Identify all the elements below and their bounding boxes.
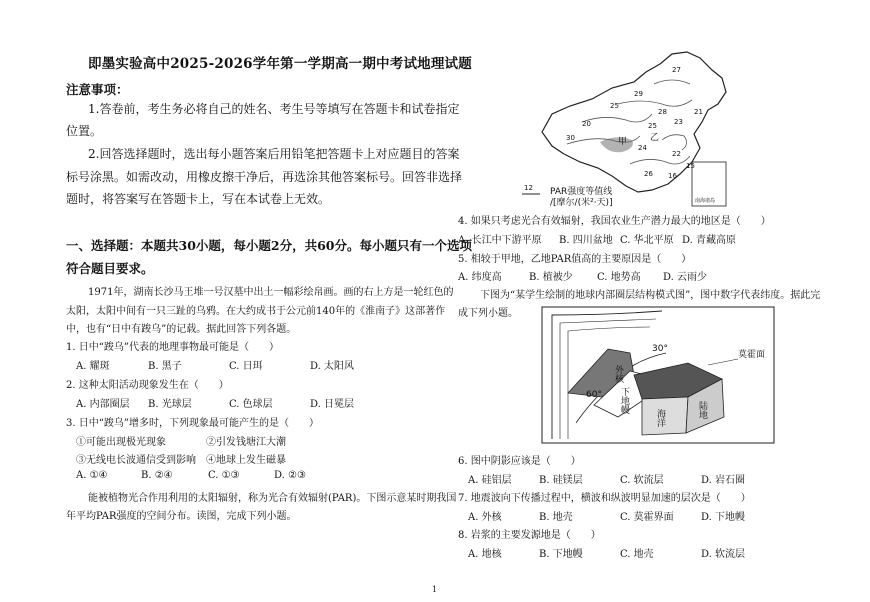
q3-option-a: A. ①④ bbox=[76, 470, 108, 481]
q1-option-b: B. 黑子 bbox=[148, 361, 182, 372]
map-label: 23 bbox=[674, 118, 683, 126]
map-label: 29 bbox=[634, 90, 643, 98]
q2-option-a: A. 内部圈层 bbox=[76, 399, 130, 410]
isoline bbox=[618, 100, 692, 106]
label-moho: 莫霍面 bbox=[738, 350, 766, 360]
passage3-line2: 成下列小题。 bbox=[458, 308, 518, 319]
q6-stem: 6. 图中阴影应该是（ ） bbox=[458, 456, 581, 467]
isoline bbox=[662, 135, 687, 150]
q3-option-c: C. ①③ bbox=[208, 470, 240, 481]
q6-option-c: C. 软流层 bbox=[620, 475, 664, 486]
legend-value: 12 bbox=[524, 184, 533, 192]
moho-pointer bbox=[708, 359, 738, 365]
q6-option-d: D. 岩石圈 bbox=[701, 475, 746, 486]
q7-option-a: A. 外核 bbox=[468, 512, 502, 523]
q4-option-a: A. 长江中下游平原 bbox=[458, 235, 542, 246]
q3-statement-3: ③无线电长波通信受到影响 bbox=[76, 455, 196, 466]
passage3-line1: 下图为“某学生绘制的地球内部圈层结构模式图”，图中数字代表纬度。据此完 bbox=[480, 290, 821, 301]
map-label: 28 bbox=[658, 108, 667, 116]
map-legend bbox=[550, 187, 613, 209]
map-label: 20 bbox=[582, 120, 591, 128]
earth-structure-diagram bbox=[538, 305, 778, 445]
q3-statement-2: ②引发钱塘江大潮 bbox=[206, 437, 286, 448]
shaded-area bbox=[600, 137, 633, 152]
q5-option-a: A. 纬度高 bbox=[458, 272, 502, 283]
q4-stem: 4. 如果只考虑光合有效辐射，我国农业生产潜力最大的地区是（ ） bbox=[458, 216, 771, 227]
section1-heading: 一、选择题：本题共30小题，每小题2分，共60分。每小题只有一个选项 bbox=[66, 238, 472, 253]
q3-stem: 3. 日中“踆乌”增多时，下列现象最可能产生的是（ ） bbox=[66, 418, 319, 429]
q1-option-c: C. 日珥 bbox=[229, 361, 263, 372]
map-label: 25 bbox=[610, 102, 619, 110]
q2-option-b: B. 光球层 bbox=[148, 399, 192, 410]
label-lower-mantle: 下地幔 bbox=[619, 387, 629, 414]
map-label: 26 bbox=[644, 170, 653, 178]
q8-option-b: B. 下地幔 bbox=[539, 549, 583, 560]
label-land: 陆地 bbox=[697, 401, 707, 419]
page-title: 即墨实验高中2025-2026学年第一学期高一期中考试地理试题 bbox=[88, 56, 472, 72]
label-ocean: 海洋 bbox=[655, 409, 665, 427]
map-label: 15 bbox=[686, 162, 695, 170]
q3-option-b: B. ②④ bbox=[141, 470, 173, 481]
q4-option-d: D. 青藏高原 bbox=[682, 235, 737, 246]
ocean-crust-block bbox=[642, 397, 688, 435]
map-point-jia: 甲 bbox=[618, 137, 628, 147]
par-map bbox=[522, 44, 742, 209]
notice-item2-line3: 题时，将答案写在答题卡上，写在本试卷上无效。 bbox=[66, 192, 331, 206]
passage1-line2: 太阳，太阳中间有一只三趾的乌鸦。在大约成书于公元前140年的《淮南子》这部著作 bbox=[66, 306, 446, 317]
map-label: 16 bbox=[668, 172, 677, 180]
inset-label: 南海诸岛 bbox=[695, 198, 716, 204]
q5-option-d: D. 云雨少 bbox=[663, 272, 708, 283]
map-label: 24 bbox=[638, 144, 647, 152]
q4-option-b: B. 四川盆地 bbox=[559, 235, 613, 246]
q6-option-a: A. 硅铝层 bbox=[468, 475, 512, 486]
isoline bbox=[654, 80, 690, 84]
passage2-line1: 能被植物光合作用利用的太阳辐射，称为光合有效辐射(PAR)。下图示意某时期我国 bbox=[88, 493, 457, 504]
q2-option-c: C. 色球层 bbox=[229, 399, 273, 410]
section1-heading-cont: 符合题目要求。 bbox=[66, 261, 154, 276]
label-30-degree: 30° bbox=[652, 344, 668, 354]
label-60-degree: 60° bbox=[586, 390, 602, 400]
q1-option-a: A. 耀斑 bbox=[76, 361, 110, 372]
q7-option-d: D. 下地幔 bbox=[701, 512, 746, 523]
q5-option-b: B. 植被少 bbox=[529, 272, 573, 283]
q4-option-c: C. 华北平原 bbox=[620, 235, 674, 246]
notice-item1-line1: 1.答卷前，考生务必将自己的姓名、考生号等填写在答题卡和试卷指定 bbox=[88, 102, 460, 116]
map-label: 30 bbox=[566, 134, 575, 142]
legend-line2: /[摩尔/(米²·天)] bbox=[550, 198, 613, 208]
map-point-yi: 乙 bbox=[650, 133, 660, 143]
passage1-line3: 中，也有“日中有踆乌”的记载。据此回答下列各题。 bbox=[66, 324, 297, 335]
q2-option-d: D. 日冕层 bbox=[310, 399, 355, 410]
notice-item2-line1: 2.回答选择题时，选出每小题答案后用铅笔把答题卡上对应题目的答案 bbox=[88, 147, 460, 161]
q7-option-c: C. 莫霍界面 bbox=[620, 512, 674, 523]
q8-stem: 8. 岩浆的主要发源地是（ ） bbox=[458, 530, 601, 541]
q1-option-d: D. 太阳风 bbox=[310, 361, 355, 372]
q5-option-c: C. 地势高 bbox=[597, 272, 641, 283]
legend-line1: PAR强度等值线 bbox=[550, 187, 613, 197]
q5-stem: 5. 相较于甲地，乙地PAR值高的主要原因是（ ） bbox=[458, 254, 692, 265]
passage2-line2: 年平均PAR强度的空间分布。读图，完成下列小题。 bbox=[66, 511, 297, 522]
q3-option-d: D. ②③ bbox=[274, 470, 306, 481]
map-label: 25 bbox=[648, 122, 657, 130]
q8-option-d: D. 软流层 bbox=[701, 549, 746, 560]
map-label: 27 bbox=[672, 66, 681, 74]
q7-option-b: B. 地壳 bbox=[539, 512, 573, 523]
isoline bbox=[630, 156, 690, 164]
page-number: 1 bbox=[432, 585, 438, 594]
q7-stem: 7. 地震波向下传播过程中，横波和纵波明显加速的层次是（ ） bbox=[458, 493, 751, 504]
notice-item2-line2: 标号涂黑。如需改动，用橡皮擦干净后，再选涂其他答案标号。回答非选择 bbox=[66, 170, 463, 184]
map-label: 21 bbox=[694, 108, 703, 116]
notice-heading: 注意事项： bbox=[66, 82, 129, 97]
q3-statement-1: ①可能出现极光现象 bbox=[76, 437, 166, 448]
q8-option-c: C. 地壳 bbox=[620, 549, 654, 560]
notice-item1-line2: 位置。 bbox=[66, 124, 103, 138]
q1-stem: 1. 日中“踆乌”代表的地理事物最可能是（ ） bbox=[66, 342, 279, 353]
label-outer-core: 外核 bbox=[613, 365, 623, 383]
passage1-line1: 1971年，湖南长沙马王堆一号汉墓中出土一幅彩绘帛画。画的右上方是一轮红色的 bbox=[88, 287, 454, 298]
q8-option-a: A. 地核 bbox=[468, 549, 502, 560]
q2-stem: 2. 这种太阳活动现象发生在（ ） bbox=[66, 380, 229, 391]
isoline bbox=[582, 114, 652, 122]
q6-option-b: B. 硅镁层 bbox=[539, 475, 583, 486]
q3-statement-4: ④地球上发生磁暴 bbox=[206, 455, 286, 466]
map-label: 22 bbox=[672, 150, 681, 158]
